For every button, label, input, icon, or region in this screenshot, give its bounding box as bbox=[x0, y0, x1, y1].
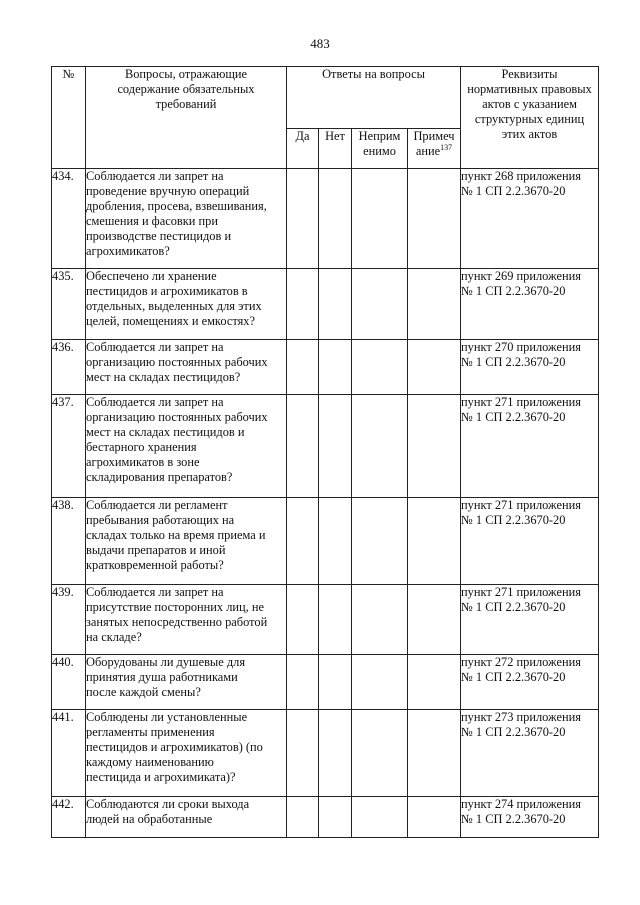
question-line: мест на складах пестицидов и bbox=[86, 425, 245, 439]
header-requisites-line: Реквизиты bbox=[501, 67, 558, 81]
row-requisites bbox=[461, 269, 599, 340]
table-header bbox=[52, 67, 599, 169]
answer-note-cell[interactable] bbox=[408, 655, 461, 710]
answer-yes-cell[interactable] bbox=[287, 498, 319, 585]
answer-note-cell[interactable] bbox=[408, 395, 461, 498]
row-requisites bbox=[461, 710, 599, 797]
answer-no-cell[interactable] bbox=[319, 169, 352, 269]
ref-line: № 1 СП 2.2.3670-20 bbox=[461, 410, 566, 424]
question-line: пестицидов и агрохимикатов) (по bbox=[86, 740, 263, 754]
question-line: людей на обработанные bbox=[86, 812, 213, 826]
answer-note-cell[interactable] bbox=[408, 710, 461, 797]
header-na-line: енимо bbox=[363, 144, 396, 158]
header-requisites bbox=[461, 67, 599, 169]
question-line: пребывания работающих на bbox=[86, 513, 235, 527]
question-line: бестарного хранения bbox=[86, 440, 197, 454]
row-requisites bbox=[461, 395, 599, 498]
answer-no-cell[interactable] bbox=[319, 710, 352, 797]
question-line: Оборудованы ли душевые для bbox=[86, 655, 246, 669]
answer-no-cell[interactable] bbox=[319, 395, 352, 498]
question-line: смешения и фасовки при bbox=[86, 214, 218, 228]
answer-no-cell[interactable] bbox=[319, 340, 352, 395]
question-line: складирования препаратов? bbox=[86, 470, 233, 484]
ref-line: пункт 269 приложения bbox=[461, 269, 581, 283]
row-number: 435. bbox=[52, 269, 86, 340]
table-body bbox=[52, 169, 599, 838]
row-question bbox=[86, 395, 287, 498]
table-row bbox=[52, 710, 599, 797]
ref-line: № 1 СП 2.2.3670-20 bbox=[461, 355, 566, 369]
row-number: 438. bbox=[52, 498, 86, 585]
answer-yes-cell[interactable] bbox=[287, 585, 319, 655]
row-question bbox=[86, 797, 287, 838]
answer-yes-cell[interactable] bbox=[287, 710, 319, 797]
answer-na-cell[interactable] bbox=[352, 395, 408, 498]
question-line: регламенты применения bbox=[86, 725, 215, 739]
header-na-line: Неприм bbox=[358, 129, 401, 143]
header-note-text: ание bbox=[415, 144, 441, 158]
ref-line: пункт 270 приложения bbox=[461, 340, 581, 354]
table-row bbox=[52, 395, 599, 498]
question-line: проведение вручную операций bbox=[86, 184, 250, 198]
row-requisites bbox=[461, 169, 599, 269]
answer-na-cell[interactable] bbox=[352, 585, 408, 655]
question-line: производстве пестицидов и bbox=[86, 229, 232, 243]
question-line: агрохимикатов? bbox=[86, 244, 170, 258]
ref-line: № 1 СП 2.2.3670-20 bbox=[461, 812, 566, 826]
row-question bbox=[86, 655, 287, 710]
row-question bbox=[86, 169, 287, 269]
row-number: 440. bbox=[52, 655, 86, 710]
row-question bbox=[86, 340, 287, 395]
row-number: 436. bbox=[52, 340, 86, 395]
table-row bbox=[52, 340, 599, 395]
ref-line: пункт 271 приложения bbox=[461, 498, 581, 512]
question-line: пестицида и агрохимиката)? bbox=[86, 770, 236, 784]
answer-no-cell[interactable] bbox=[319, 585, 352, 655]
question-line: выдачи препаратов и иной bbox=[86, 543, 226, 557]
answer-note-cell[interactable] bbox=[408, 340, 461, 395]
row-number: 437. bbox=[52, 395, 86, 498]
question-line: присутствие посторонних лиц, не bbox=[86, 600, 264, 614]
header-question bbox=[86, 67, 287, 169]
header-question-line: содержание обязательных bbox=[117, 82, 255, 96]
header-requisites-line: этих актов bbox=[501, 127, 558, 141]
ref-line: пункт 271 приложения bbox=[461, 585, 581, 599]
answer-yes-cell[interactable] bbox=[287, 797, 319, 838]
row-question bbox=[86, 498, 287, 585]
header-requisites-line: нормативных правовых bbox=[467, 82, 592, 96]
header-no: Нет bbox=[319, 129, 352, 169]
question-line: мест на складах пестицидов? bbox=[86, 370, 241, 384]
header-requisites-line: актов с указанием bbox=[482, 97, 577, 111]
header-question-line: требований bbox=[155, 97, 217, 111]
row-requisites bbox=[461, 498, 599, 585]
page-number: 483 bbox=[310, 36, 330, 51]
ref-line: пункт 274 приложения bbox=[461, 797, 581, 811]
answer-na-cell[interactable] bbox=[352, 269, 408, 340]
question-line: Соблюдается ли запрет на bbox=[86, 585, 224, 599]
question-line: организацию постоянных рабочих bbox=[86, 410, 268, 424]
answer-no-cell[interactable] bbox=[319, 269, 352, 340]
question-line: Соблюдаются ли сроки выхода bbox=[86, 797, 250, 811]
answer-note-cell[interactable] bbox=[408, 585, 461, 655]
ref-line: № 1 СП 2.2.3670-20 bbox=[461, 670, 566, 684]
row-requisites bbox=[461, 340, 599, 395]
answer-note-cell[interactable] bbox=[408, 169, 461, 269]
question-line: Соблюдается ли запрет на bbox=[86, 395, 224, 409]
question-line: агрохимикатов в зоне bbox=[86, 455, 200, 469]
row-question bbox=[86, 269, 287, 340]
question-line: дробления, просева, взвешивания, bbox=[86, 199, 267, 213]
question-line: принятия душа работниками bbox=[86, 670, 238, 684]
header-note bbox=[408, 129, 461, 169]
answer-no-cell[interactable] bbox=[319, 498, 352, 585]
row-question bbox=[86, 585, 287, 655]
question-line: кратковременной работы? bbox=[86, 558, 224, 572]
table-row bbox=[52, 585, 599, 655]
question-line: каждому наименованию bbox=[86, 755, 214, 769]
question-line: занятых непосредственно работой bbox=[86, 615, 268, 629]
answer-no-cell[interactable] bbox=[319, 655, 352, 710]
footnote-marker: 137 bbox=[440, 142, 453, 152]
answer-no-cell[interactable] bbox=[319, 797, 352, 838]
answer-yes-cell[interactable] bbox=[287, 169, 319, 269]
question-line: после каждой смены? bbox=[86, 685, 201, 699]
ref-line: № 1 СП 2.2.3670-20 bbox=[461, 184, 566, 198]
ref-line: пункт 271 приложения bbox=[461, 395, 581, 409]
answer-na-cell[interactable] bbox=[352, 340, 408, 395]
row-number: 434. bbox=[52, 169, 86, 269]
header-yes: Да bbox=[287, 129, 319, 169]
question-line: целей, помещениях и емкостях? bbox=[86, 314, 255, 328]
header-answers-group: Ответы на вопросы bbox=[287, 67, 461, 129]
header-not-applicable bbox=[352, 129, 408, 169]
row-number: 439. bbox=[52, 585, 86, 655]
question-line: на складе? bbox=[86, 630, 142, 644]
answer-na-cell[interactable] bbox=[352, 655, 408, 710]
row-requisites bbox=[461, 655, 599, 710]
row-requisites bbox=[461, 797, 599, 838]
header-question-line: Вопросы, отражающие bbox=[124, 67, 248, 81]
answer-note-cell[interactable] bbox=[408, 797, 461, 838]
row-number: 441. bbox=[52, 710, 86, 797]
ref-line: № 1 СП 2.2.3670-20 bbox=[461, 513, 566, 527]
header-requisites-line: структурных единиц bbox=[474, 112, 585, 126]
header-note-line: Примеч bbox=[413, 129, 455, 143]
answer-yes-cell[interactable] bbox=[287, 269, 319, 340]
table-row bbox=[52, 655, 599, 710]
table-row bbox=[52, 797, 599, 838]
question-line: Соблюдается ли регламент bbox=[86, 498, 228, 512]
question-line: пестицидов и агрохимикатов в bbox=[86, 284, 248, 298]
row-requisites bbox=[461, 585, 599, 655]
question-line: Соблюдены ли установленные bbox=[86, 710, 248, 724]
answer-note-cell[interactable] bbox=[408, 498, 461, 585]
ref-line: пункт 268 приложения bbox=[461, 169, 581, 183]
question-line: Обеспечено ли хранение bbox=[86, 269, 217, 283]
question-line: отдельных, выделенных для этих bbox=[86, 299, 262, 313]
ref-line: № 1 СП 2.2.3670-20 bbox=[461, 725, 566, 739]
answer-yes-cell[interactable] bbox=[287, 395, 319, 498]
answer-na-cell[interactable] bbox=[352, 169, 408, 269]
answer-note-cell[interactable] bbox=[408, 269, 461, 340]
answer-yes-cell[interactable] bbox=[287, 340, 319, 395]
question-line: Соблюдается ли запрет на bbox=[86, 169, 224, 183]
question-line: Соблюдается ли запрет на bbox=[86, 340, 224, 354]
row-question bbox=[86, 710, 287, 797]
ref-line: пункт 272 приложения bbox=[461, 655, 581, 669]
question-line: организацию постоянных рабочих bbox=[86, 355, 268, 369]
ref-line: пункт 273 приложения bbox=[461, 710, 581, 724]
row-number: 442. bbox=[52, 797, 86, 838]
table-row bbox=[52, 169, 599, 269]
table-row bbox=[52, 498, 599, 585]
answer-yes-cell[interactable] bbox=[287, 655, 319, 710]
ref-line: № 1 СП 2.2.3670-20 bbox=[461, 284, 566, 298]
checklist-table bbox=[51, 66, 599, 838]
question-line: складах только на время приема и bbox=[86, 528, 266, 542]
answer-na-cell[interactable] bbox=[352, 498, 408, 585]
header-num: № bbox=[52, 67, 86, 169]
header-note-line bbox=[408, 144, 460, 159]
answer-na-cell[interactable] bbox=[352, 797, 408, 838]
ref-line: № 1 СП 2.2.3670-20 bbox=[461, 600, 566, 614]
answer-na-cell[interactable] bbox=[352, 710, 408, 797]
table-row bbox=[52, 269, 599, 340]
